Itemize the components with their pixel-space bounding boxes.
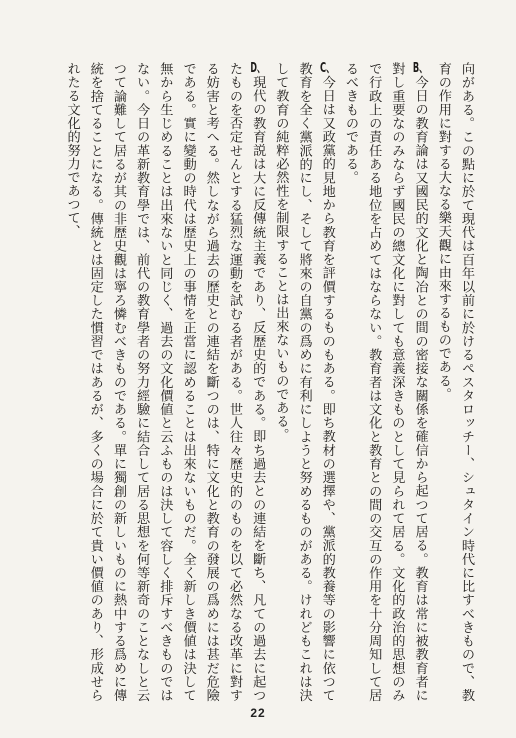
paragraph-label: B、 xyxy=(412,62,428,76)
body-text xyxy=(28,62,478,702)
paragraph-d xyxy=(60,62,269,702)
paragraph-text: 現代の教育説は大に反傳統主義であり、反歷史的である。即ち過去との連結を斷ち、凡ての過去に起つたものを否定せんとする猛烈な運動を試むる者がある。世人往々歷史的のものを以て必然なる改革に對する妨害と考へる。然しながら過去の歷史との連結を斷つのは、特に文化と教育の發展の爲めには甚だ危險である。實に變動の時代は歷史上の事情を正當に認めることは出來ないものだ。全く新しき價値は決して無から生じめることは出來ないと同じく、過去の文化價値と云ふものは決して容しく排斥すべきものではない。今日の革新教育學では、前代の教育學者の努力經驗に結合して居る思想を何等新奇のことなしと云つて論難して居るが其の非歷史觀は寧ろ憐むべきものである。單に獨創の新しいものに熱中する爲めに傳統を捨てることになる。傳統とは固定した慣習ではあるが、多くの場合に於て貴い價値のあり、形成せられたる文化的努力であつて、 xyxy=(64,62,266,702)
paragraph-label: C、 xyxy=(320,62,335,76)
paragraph-c xyxy=(269,62,339,702)
page-number: 22 xyxy=(250,706,266,720)
paragraph-b xyxy=(339,62,432,702)
paragraph-text: 今日の教育論は又國民的文化と陶冶との間の密接な關係を確信から起つて居る。教育は常に被教育者に對し重要なのみならず國民の總文化に對しても意義深きものとして見られて居る。文化的政治的思想のみで行政上の責任ある地位を占めてはならない。教育者は文化と教育との間の交互の作用を十分周知して居るべきものである。 xyxy=(342,62,428,702)
paragraph-text: 今日は又政黨的見地から教育を評價するものもある。即ち教材の選擇や、黨派的教養等の影響に依つて教育を全く黨派的にし、そして將來の自黨の爲めに有利にしようと努めるものがある。けれどもこれは決して教育の純粹必然性を制限することは出來ないものである。 xyxy=(273,62,335,702)
paragraph-label: D、 xyxy=(250,62,265,76)
paragraph-continuation xyxy=(432,62,478,702)
paragraph-text: 向がある。この點に於て現代は百年以前に於けるペスタロッチー、シュタイン時代に比すべきもので、教育の作用に對する大なる樂天觀に由來するものである。 xyxy=(435,62,474,702)
